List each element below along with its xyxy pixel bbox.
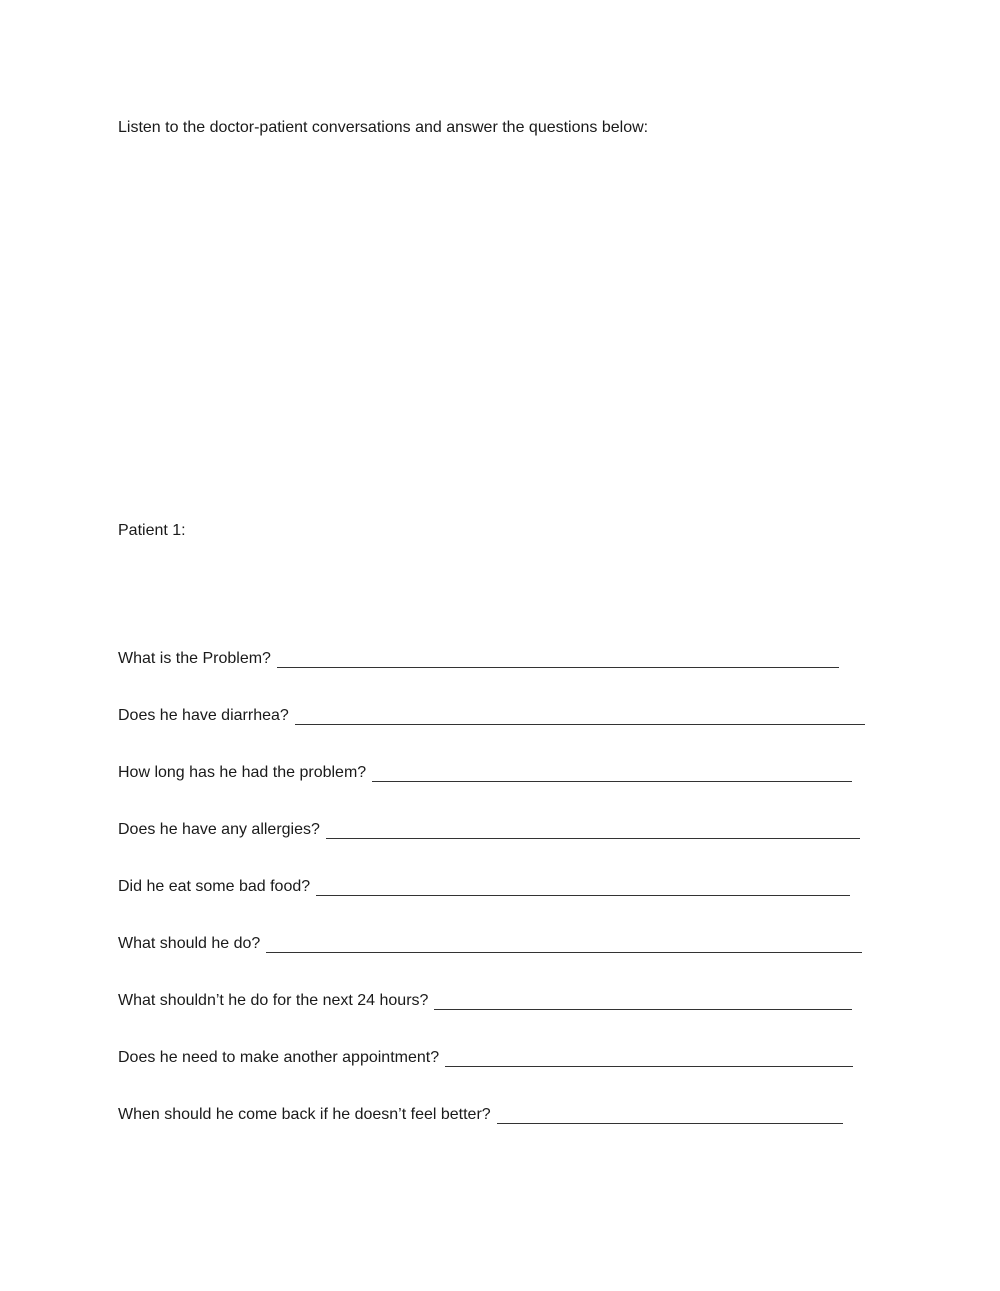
answer-line[interactable]: [266, 952, 862, 953]
question-text: What shouldn’t he do for the next 24 hours?: [118, 992, 429, 1009]
question-text: What should he do?: [118, 935, 261, 952]
question-text: Does he have diarrhea?: [118, 707, 289, 724]
answer-line[interactable]: [326, 838, 860, 839]
question-row-3: [118, 728, 865, 785]
question-text: Does he need to make another appointment?: [118, 1049, 440, 1066]
patient-heading: Patient 1:: [118, 522, 186, 539]
question-row-5: [118, 842, 865, 899]
question-text: Did he eat some bad food?: [118, 878, 311, 895]
answer-line[interactable]: [372, 781, 852, 782]
question-text: What is the Problem?: [118, 650, 271, 667]
answer-line[interactable]: [295, 724, 865, 725]
question-row-4: [118, 785, 865, 842]
question-row-1: [118, 614, 865, 671]
question-row-8: [118, 1013, 865, 1070]
question-row-7: [118, 956, 865, 1013]
answer-line[interactable]: [445, 1066, 853, 1067]
question-text: Does he have any allergies?: [118, 821, 320, 838]
answer-line[interactable]: [497, 1123, 843, 1124]
instruction-text: Listen to the doctor-patient conversations and answer the questions below:: [118, 119, 649, 136]
question-text: How long has he had the problem?: [118, 764, 367, 781]
question-list: [118, 614, 865, 1127]
question-text: When should he come back if he doesn’t feel better?: [118, 1106, 491, 1123]
answer-line[interactable]: [316, 895, 850, 896]
answer-line[interactable]: [277, 667, 839, 668]
question-row-6: [118, 899, 865, 956]
answer-line[interactable]: [434, 1009, 852, 1010]
question-row-9: [118, 1070, 865, 1127]
question-row-2: [118, 671, 865, 728]
